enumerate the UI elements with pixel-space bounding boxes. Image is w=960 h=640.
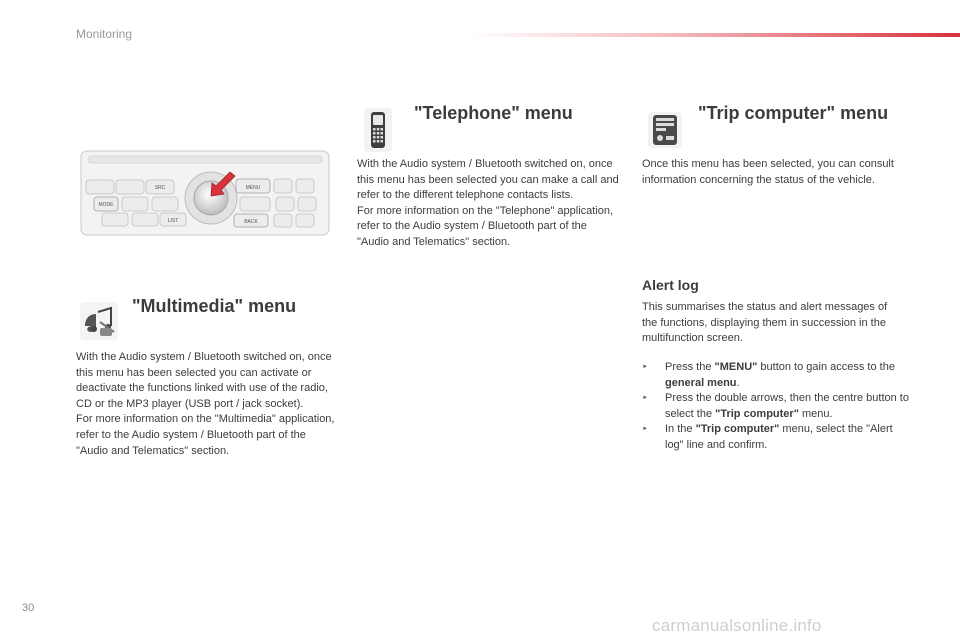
radio-label-menu: MENU [245,185,261,191]
step-text: Press the [665,361,715,373]
multimedia-menu-body [76,350,338,459]
mobile-phone-icon [364,108,392,152]
radio-label-src: SRC [154,185,166,191]
radio-label-back: BACK [244,219,258,225]
multimedia-menu-title: "Multimedia" menu [132,296,297,316]
step-keyword: "Trip computer" [695,423,780,436]
multimedia-paragraph-2: For more information on the "Multimedia" application, refer to the Audio system / Bluetooth part of the "Audio and Telematics" section. [76,413,335,457]
radio-label-mode: MODE [98,202,114,208]
telephone-menu-title: "Telephone" menu [414,103,573,123]
step-text: menu. [798,407,833,420]
step-text: menu, select the "Alert log" line and confirm. [665,423,893,451]
multimedia-paragraph-1: With the Audio system / Bluetooth switched on, once this menu has been selected you can activate or deactivate the functions linked with use of the radio, CD or the MP3 player (USB port / jack socket). [76,351,332,410]
alert-log-step-2 [642,391,910,422]
section-title: Monitoring [76,27,133,41]
telephone-paragraph-2: For more information on the "Telephone" application, refer to the Audio system / Bluetooth part of the "Audio and Telematics" section. [357,204,614,248]
header-accent-bar [470,33,960,37]
step-text: Press the double arrows, then the centre button to select the [665,392,909,420]
alert-log-step-1 [642,360,910,391]
step-keyword: "MENU" [714,361,758,373]
watermark: carmanualsonline.info [652,616,822,635]
bullet-arrow-icon: ‣ [642,362,648,373]
step-text: In the [665,423,696,436]
bullet-arrow-icon: ‣ [642,424,648,436]
step-text: button to gain access to the [757,361,895,373]
audio-panel-illustration [80,150,330,236]
step-text: . [736,376,740,389]
alert-log-steps [642,360,910,454]
alert-log-description: This summarises the status and alert messages of the functions, displaying them in succession in the multifunction screen. [642,301,888,345]
telephone-paragraph-1: With the Audio system / Bluetooth switched on, once this menu has been selected you can make a call and refer to the different telephone contacts lists. [357,158,619,202]
radio-label-list: LIST [167,218,179,224]
trip-computer-icon [648,112,682,148]
alert-log-title: Alert log [642,277,699,293]
telephone-menu-body [357,157,619,251]
step-keyword: "Trip computer" [715,407,799,420]
multimedia-notes-icon [80,302,118,340]
page-number: 30 [22,602,35,614]
step-keyword: general menu [665,376,737,389]
trip-computer-menu-title: "Trip computer" menu [698,103,889,123]
trip-computer-intro: Once this menu has been selected, you can consult information concerning the status of the vehicle. [642,158,894,186]
alert-log-step-3 [642,422,910,453]
bullet-arrow-icon: ‣ [642,393,648,405]
